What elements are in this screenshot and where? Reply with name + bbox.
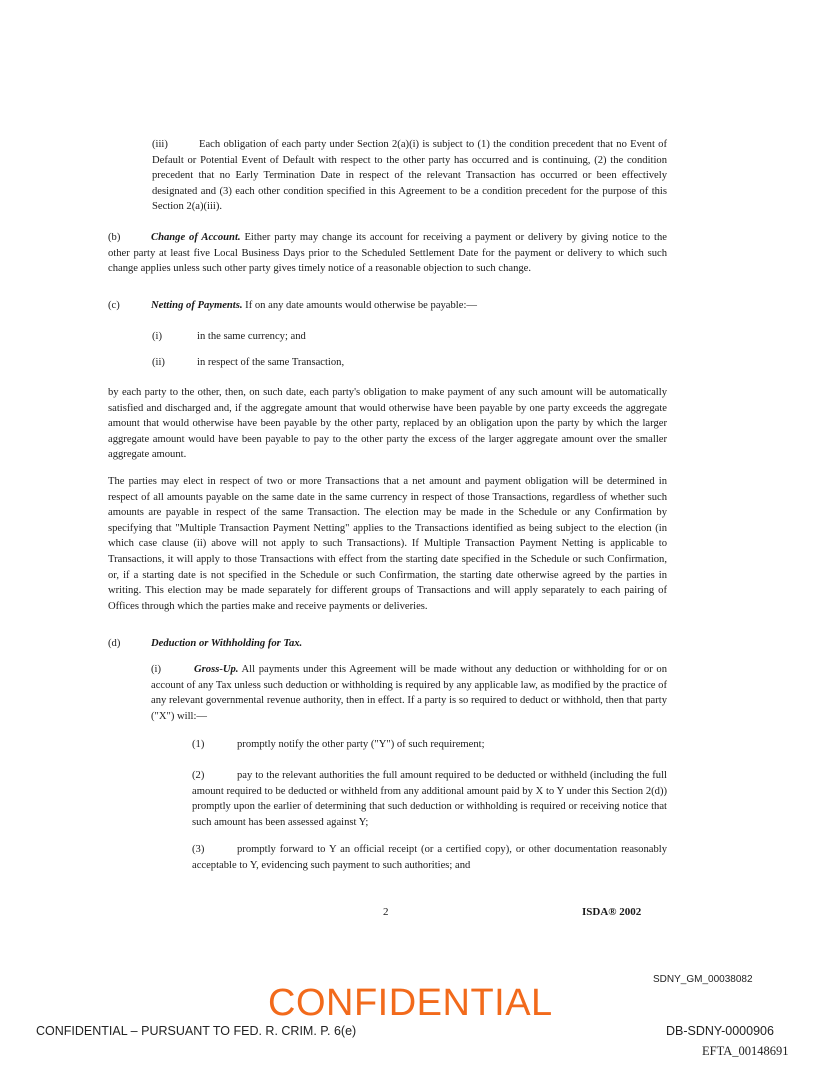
section-2c-item-ii [152,355,667,371]
item-number: (ii) [152,357,165,368]
item-text: promptly forward to Y an official receipt (or a certified copy), or other documentation reasonably acceptable to Y, evidencing such payment to such authorities; and [192,844,667,871]
item-number: (2) [192,770,205,781]
bates-number-efta: EFTA_00148691 [702,1044,789,1058]
item-number: (c) [108,300,120,311]
item-number: (b) [108,232,121,243]
item-number: (1) [192,739,205,750]
confidential-notice: CONFIDENTIAL – PURSUANT TO FED. R. CRIM. P. 6(e) [36,1024,357,1038]
paragraph-text: All payments under this Agreement will be made without any deduction or withholding for or on account of any Tax unless such deduction or withholding is required by any applicable law, as modified by the practice of any relevant governmental revenue authority, then in effect. If a party is so required to deduct or withhold, then that party ("X") will:— [151,664,667,722]
page-number: 2 [383,906,389,918]
paragraph-text: Either party may change its account for receiving a payment or delivery by giving notice to the other party at least five Local Business Days prior to the Scheduled Settlement Date for the payment or delivery to which such change applies unless such other party gives timely notice of a reasonable objection to such change. [108,232,667,275]
section-2b [108,230,667,277]
item-text: in respect of the same Transaction, [197,357,345,368]
section-2c-heading [108,298,667,314]
item-number: (i) [151,664,161,675]
item-text: promptly notify the other party ("Y") of such requirement; [237,739,485,750]
bates-number-db: DB-SDNY-0000906 [666,1024,774,1038]
section-2c-item-i [152,329,667,345]
section-2d-i-2 [192,768,667,830]
section-title: Change of Account. [151,232,241,243]
item-number: (3) [192,844,205,855]
item-text: in the same currency; and [197,331,306,342]
item-number: (i) [152,331,162,342]
section-title: Gross-Up. [194,664,239,675]
section-2c-paragraph-2: The parties may elect in respect of two or more Transactions that a net amount and payment obligation will be determined in respect of all amounts payable on the same date in the same currency in respect of those Transactions, regardless of whether such amounts are payable in respect of the same Transaction. The election may be made in the Schedule or any Confirmation by specifying that "Multiple Transaction Payment Netting" applies to the Transactions identified as being subject to the election (in which case clause (ii) above will not apply to such Transactions). If Multiple Transaction Payment Netting is applicable to Transactions, it will apply to those Transactions with effect from the starting date specified in the Schedule or such Confirmation, or, if a starting date is not specified in the Schedule or such Confirmation, the starting date otherwise agreed by the parties in writing. This election may be made separately for different groups of Transactions and will apply separately to each pairing of Offices through which the parties make and receive payments or deliveries. [108,476,667,612]
confidential-stamp: CONFIDENTIAL [268,982,553,1024]
paragraph-text: Each obligation of each party under Section 2(a)(i) is subject to (1) the condition precedent that no Event of Default or Potential Event of Default with respect to the other party has occurred and is continuing, (2) the condition precedent that no Early Termination Date in respect of the relevant Transaction has occurred or been effectively designated and (3) each other condition specified in this Agreement to be a condition precedent for the purpose of this Section 2(a)(iii). [152,139,667,213]
paragraph-text: If on any date amounts would otherwise be payable:— [245,300,477,311]
item-number: (iii) [152,139,168,150]
section-title: Netting of Payments. [151,300,243,311]
section-2d-heading [108,636,667,652]
item-text: pay to the relevant authorities the full amount required to be deducted or withheld (including the full amount required to be deducted or withheld from any additional amount paid by X to Y under this Section 2(d)) promptly upon the earlier of determining that such deduction or withholding is required or receiving notice that such amount has been assessed against Y; [192,770,667,828]
isda-brand: ISDA® 2002 [582,906,642,918]
section-2a-iii [152,137,667,215]
item-number: (d) [108,638,121,649]
section-2d-i [151,662,667,724]
section-title: Deduction or Withholding for Tax. [151,638,303,649]
section-2c-paragraph-1: by each party to the other, then, on such date, each party's obligation to make payment of any such amount will be automatically satisfied and discharged and, if the aggregate amount that would otherwise have been payable by one party exceeds the aggregate amount that would otherwise have been payable by the other party, replaced by an obligation upon the party by which the larger aggregate amount would have been payable to pay to the other party the excess of the larger aggregate amount over the smaller aggregate amount. [108,387,667,461]
section-2d-i-3 [192,842,667,873]
section-2d-i-1 [192,737,667,753]
bates-number-gm: SDNY_GM_00038082 [653,974,753,985]
